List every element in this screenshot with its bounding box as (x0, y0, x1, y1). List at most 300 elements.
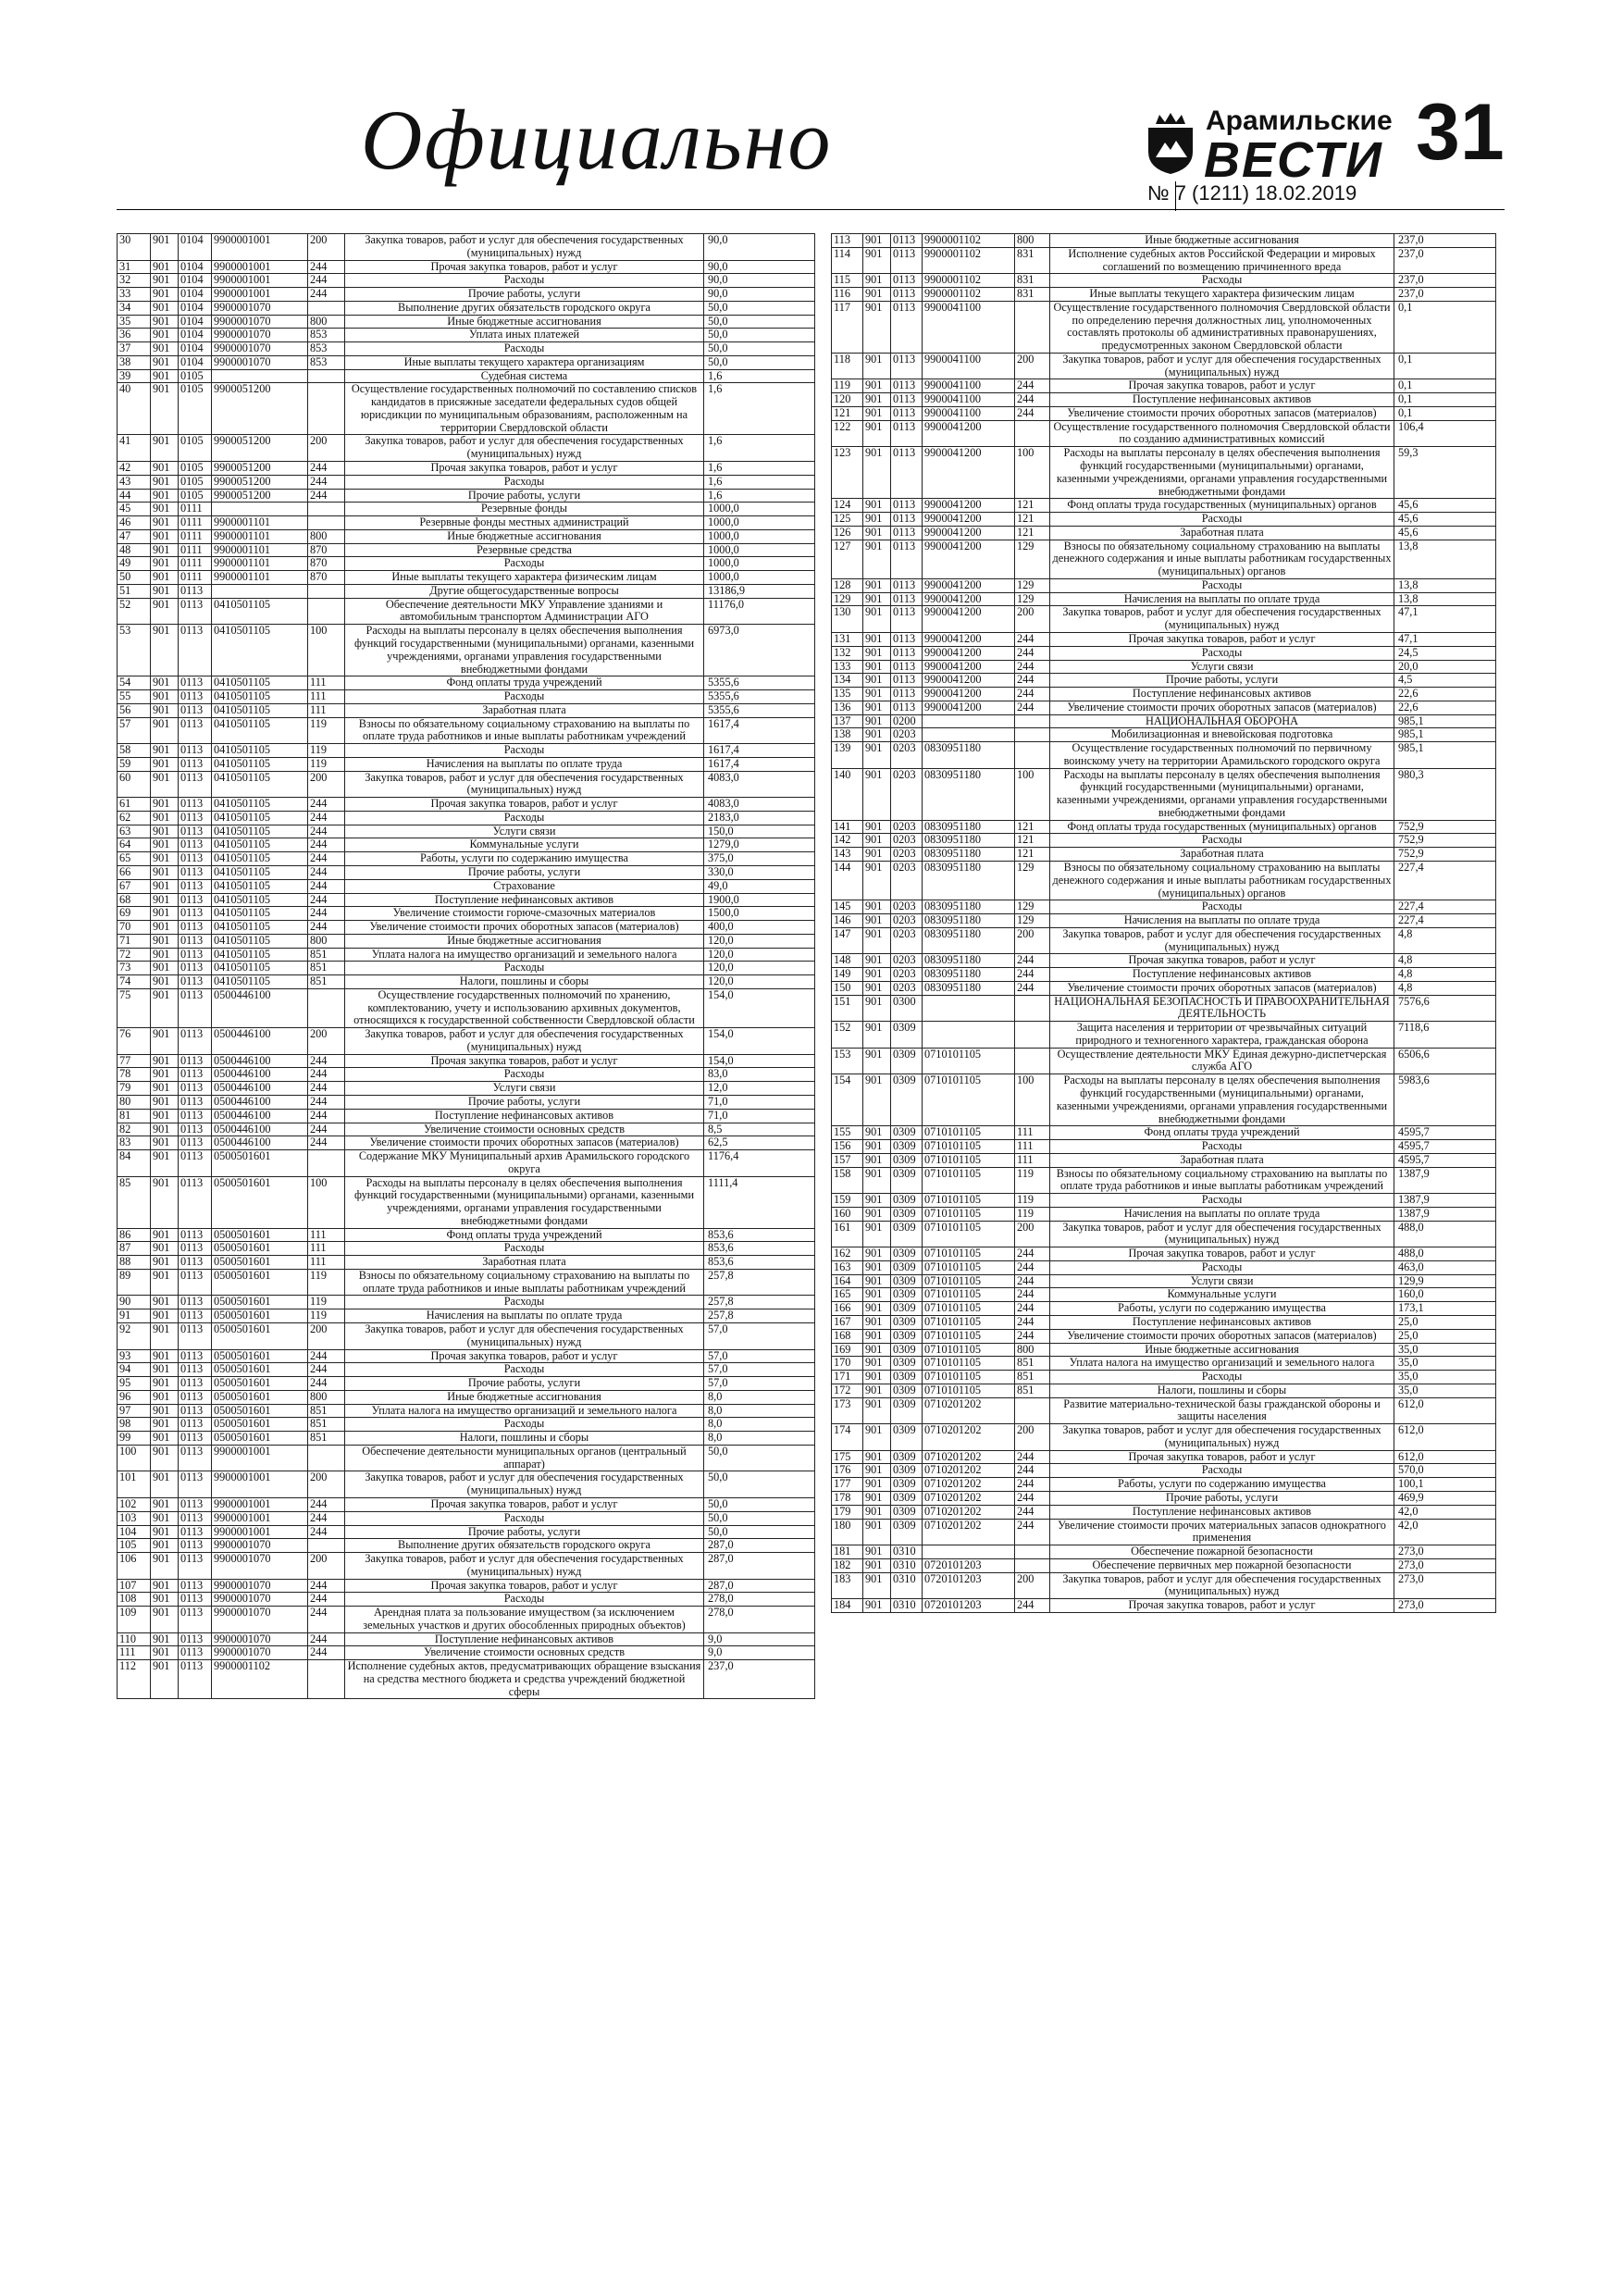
target-code: 9900001001 (212, 1497, 308, 1511)
table-row (118, 571, 815, 585)
grbs-code: 901 (863, 1384, 891, 1397)
table-row (118, 1109, 815, 1123)
row-description: Расходы (345, 962, 704, 975)
target-code: 0500501601 (212, 1150, 308, 1177)
table-row (118, 921, 815, 935)
row-amount: 287,0 (704, 1579, 815, 1593)
table-row (118, 825, 815, 838)
grbs-code: 901 (863, 513, 891, 527)
row-number: 47 (118, 529, 151, 543)
row-number: 101 (118, 1471, 151, 1498)
row-description: Закупка товаров, работ и услуг для обеспечения государственных (муниципальных) нужд (1050, 353, 1394, 379)
row-number: 142 (832, 834, 863, 848)
section-code: 0113 (179, 1269, 212, 1296)
row-amount: 1,6 (704, 369, 815, 383)
city-crest-icon (1143, 111, 1198, 176)
row-amount: 375,0 (704, 852, 815, 866)
table-row (118, 744, 815, 758)
row-number: 115 (832, 274, 863, 288)
expense-type: 119 (308, 1296, 345, 1309)
table-row (118, 934, 815, 948)
row-number: 86 (118, 1228, 151, 1242)
row-number: 132 (832, 646, 863, 660)
table-row (832, 1247, 1496, 1261)
row-description: Выполнение других обязательств городского округа (345, 301, 704, 315)
expense-type: 200 (308, 234, 345, 261)
table-row (118, 1471, 815, 1498)
row-amount: 1,6 (704, 462, 815, 476)
row-amount: 1,6 (704, 489, 815, 503)
row-description: Расходы (345, 744, 704, 758)
expense-type: 244 (308, 865, 345, 879)
row-number: 45 (118, 503, 151, 516)
grbs-code: 901 (151, 260, 179, 274)
grbs-code: 901 (151, 1054, 179, 1068)
row-amount: 273,0 (1394, 1558, 1496, 1572)
grbs-code: 901 (151, 1176, 179, 1228)
row-amount: 50,0 (704, 1445, 815, 1471)
row-description: Начисления на выплаты по оплате труда (1050, 592, 1394, 606)
row-number: 147 (832, 927, 863, 954)
grbs-code: 901 (151, 1377, 179, 1391)
expense-type: 831 (1015, 274, 1050, 288)
section-code: 0309 (891, 1260, 923, 1274)
row-amount: 237,0 (704, 1660, 815, 1699)
row-amount: 50,0 (704, 342, 815, 356)
target-code: 0710201202 (923, 1450, 1015, 1464)
grbs-code: 901 (151, 948, 179, 962)
grbs-code: 901 (151, 315, 179, 329)
expense-type: 244 (308, 825, 345, 838)
expense-type (308, 988, 345, 1027)
section-code: 0309 (891, 1371, 923, 1384)
expense-type: 244 (1015, 701, 1050, 714)
row-number: 127 (832, 540, 863, 578)
row-amount: 1000,0 (704, 571, 815, 585)
row-number: 51 (118, 584, 151, 598)
row-amount: 257,8 (704, 1296, 815, 1309)
row-number: 104 (118, 1525, 151, 1539)
table-row (832, 1221, 1496, 1247)
target-code: 9900041100 (923, 353, 1015, 379)
section-code: 0113 (179, 988, 212, 1027)
expense-type: 111 (308, 1242, 345, 1256)
expense-type: 244 (308, 1607, 345, 1633)
expense-type: 200 (1015, 606, 1050, 633)
expense-type (308, 1445, 345, 1471)
target-code: 9900041200 (923, 674, 1015, 688)
row-number: 166 (832, 1302, 863, 1316)
row-description: Коммунальные услуги (345, 838, 704, 852)
section-code: 0203 (891, 900, 923, 914)
grbs-code: 901 (863, 632, 891, 646)
target-code: 0710201202 (923, 1464, 1015, 1478)
expense-type: 831 (1015, 288, 1050, 302)
grbs-code: 901 (863, 420, 891, 447)
target-code (923, 728, 1015, 742)
row-amount: 9,0 (704, 1632, 815, 1646)
row-description: Прочие работы, услуги (345, 1377, 704, 1391)
target-code: 9900001070 (212, 315, 308, 329)
row-description: Взносы по обязательному социальному страхованию на выплаты денежного содержания и иные выплаты работникам государственных (муниципальных) органов (1050, 540, 1394, 578)
header-rule (117, 209, 1505, 210)
section-code: 0113 (891, 447, 923, 499)
table-row (832, 742, 1496, 769)
row-number: 52 (118, 598, 151, 625)
row-amount: 1000,0 (704, 529, 815, 543)
row-amount: 22,6 (1394, 701, 1496, 714)
expense-type: 853 (308, 355, 345, 369)
target-code: 0710101105 (923, 1247, 1015, 1261)
row-amount: 227,4 (1394, 861, 1496, 900)
section-code: 0111 (179, 571, 212, 585)
section-code: 0113 (891, 379, 923, 393)
expense-type (308, 301, 345, 315)
expense-type: 244 (308, 893, 345, 907)
grbs-code: 901 (151, 907, 179, 921)
section-code: 0104 (179, 260, 212, 274)
row-number: 172 (832, 1384, 863, 1397)
row-description: Резервные фонды местных администраций (345, 516, 704, 530)
row-amount: 120,0 (704, 948, 815, 962)
table-row (118, 315, 815, 329)
expense-type: 200 (1015, 1424, 1050, 1451)
row-number: 57 (118, 717, 151, 744)
table-row (832, 834, 1496, 848)
row-number: 98 (118, 1418, 151, 1432)
row-number: 35 (118, 315, 151, 329)
section-code: 0113 (891, 234, 923, 248)
expense-type: 100 (308, 625, 345, 676)
section-code: 0113 (179, 690, 212, 704)
target-code: 0500501601 (212, 1349, 308, 1363)
target-code: 0500446100 (212, 1136, 308, 1150)
row-description: Расходы (1050, 1371, 1394, 1384)
table-row (832, 420, 1496, 447)
table-row (832, 1048, 1496, 1074)
expense-type: 853 (308, 342, 345, 356)
row-description: Расходы (1050, 1260, 1394, 1274)
row-description: Увеличение стоимости прочих материальных запасов однократного применения (1050, 1519, 1394, 1545)
target-code: 0410501105 (212, 811, 308, 825)
target-code: 9900001070 (212, 329, 308, 342)
row-number: 44 (118, 489, 151, 503)
grbs-code: 901 (863, 1478, 891, 1492)
row-number: 82 (118, 1123, 151, 1136)
row-amount: 273,0 (1394, 1545, 1496, 1559)
row-amount: 13,8 (1394, 540, 1496, 578)
expense-type (1015, 1048, 1050, 1074)
grbs-code: 901 (151, 798, 179, 812)
table-row (832, 288, 1496, 302)
row-amount: 20,0 (1394, 660, 1496, 674)
expense-type: 851 (308, 1404, 345, 1418)
row-amount: 50,0 (704, 301, 815, 315)
target-code: 0710201202 (923, 1424, 1015, 1451)
table-row (118, 503, 815, 516)
row-amount: 752,9 (1394, 834, 1496, 848)
table-row (118, 288, 815, 302)
row-number: 40 (118, 383, 151, 435)
grbs-code: 901 (863, 1048, 891, 1074)
target-code: 9900041200 (923, 632, 1015, 646)
section-code: 0111 (179, 503, 212, 516)
row-amount: 4,8 (1394, 968, 1496, 982)
expense-type: 119 (1015, 1207, 1050, 1221)
row-amount: 42,0 (1394, 1519, 1496, 1545)
table-row (832, 1302, 1496, 1316)
expense-type: 121 (1015, 820, 1050, 834)
target-code: 9900001070 (212, 1607, 308, 1633)
row-number: 155 (832, 1126, 863, 1140)
row-number: 107 (118, 1579, 151, 1593)
row-amount: 7118,6 (1394, 1022, 1496, 1049)
row-description: Расходы (345, 1242, 704, 1256)
grbs-code: 901 (151, 838, 179, 852)
grbs-code: 901 (151, 516, 179, 530)
grbs-code: 901 (151, 1363, 179, 1377)
row-number: 46 (118, 516, 151, 530)
row-description: Расходы (345, 1068, 704, 1082)
row-description: Расходы (345, 1363, 704, 1377)
grbs-code: 901 (151, 1228, 179, 1242)
target-code (923, 995, 1015, 1022)
grbs-code: 901 (863, 247, 891, 274)
row-number: 108 (118, 1593, 151, 1607)
row-description: Начисления на выплаты по оплате труда (345, 1309, 704, 1323)
target-code: 0500446100 (212, 1054, 308, 1068)
expense-type: 800 (308, 315, 345, 329)
row-number: 145 (832, 900, 863, 914)
target-code (212, 503, 308, 516)
row-description: Прочие работы, услуги (345, 1096, 704, 1110)
row-amount: 6506,6 (1394, 1048, 1496, 1074)
expense-type (1015, 301, 1050, 353)
row-description: Расходы (1050, 834, 1394, 848)
row-description: Фонд оплаты труда учреждений (345, 1228, 704, 1242)
expense-type: 244 (1015, 1302, 1050, 1316)
expense-type: 200 (308, 1323, 345, 1350)
row-description: Расходы (1050, 513, 1394, 527)
row-number: 131 (832, 632, 863, 646)
grbs-code: 901 (863, 1424, 891, 1451)
grbs-code: 901 (863, 968, 891, 982)
expense-type: 244 (1015, 379, 1050, 393)
row-description: Расходы (345, 475, 704, 489)
expense-type: 244 (1015, 1260, 1050, 1274)
row-description: Резервные средства (345, 543, 704, 557)
grbs-code: 901 (863, 274, 891, 288)
row-number: 33 (118, 288, 151, 302)
row-number: 156 (832, 1140, 863, 1154)
section-code: 0105 (179, 383, 212, 435)
section-code: 0113 (891, 606, 923, 633)
section-code: 0113 (179, 744, 212, 758)
row-number: 109 (118, 1607, 151, 1633)
target-code: 0710101105 (923, 1260, 1015, 1274)
target-code: 0710101105 (923, 1074, 1015, 1126)
target-code: 9900001001 (212, 1525, 308, 1539)
table-row (118, 690, 815, 704)
target-code: 9900041100 (923, 393, 1015, 407)
grbs-code: 901 (151, 1309, 179, 1323)
row-amount: 11176,0 (704, 598, 815, 625)
section-code: 0113 (891, 274, 923, 288)
grbs-code: 901 (151, 1525, 179, 1539)
target-code: 9900001001 (212, 1445, 308, 1471)
grbs-code: 901 (151, 1418, 179, 1432)
row-amount: 4,8 (1394, 981, 1496, 995)
expense-type: 244 (1015, 1247, 1050, 1261)
table-row (832, 1545, 1496, 1559)
grbs-code: 901 (151, 383, 179, 435)
row-number: 171 (832, 1371, 863, 1384)
expense-type: 119 (308, 1309, 345, 1323)
row-number: 113 (832, 234, 863, 248)
expense-type: 244 (308, 1593, 345, 1607)
expense-type (1015, 1022, 1050, 1049)
row-description: Иные бюджетные ассигнования (1050, 1343, 1394, 1357)
newspaper-name-line1: Арамильские (1206, 105, 1393, 136)
expense-type: 870 (308, 571, 345, 585)
row-description: Увеличение стоимости прочих оборотных запасов (материалов) (1050, 701, 1394, 714)
section-code: 0113 (179, 1028, 212, 1055)
row-description: Увеличение стоимости прочих оборотных запасов (материалов) (1050, 406, 1394, 420)
expense-type: 244 (1015, 646, 1050, 660)
table-row (118, 598, 815, 625)
expense-type: 244 (308, 274, 345, 288)
row-description: Начисления на выплаты по оплате труда (345, 757, 704, 771)
row-number: 75 (118, 988, 151, 1027)
row-number: 173 (832, 1397, 863, 1424)
row-amount: 1000,0 (704, 543, 815, 557)
row-amount: 237,0 (1394, 247, 1496, 274)
section-code: 0113 (179, 584, 212, 598)
target-code: 0720101203 (923, 1572, 1015, 1599)
section-code: 0113 (179, 838, 212, 852)
expense-type: 244 (1015, 1464, 1050, 1478)
table-row (118, 1028, 815, 1055)
grbs-code: 901 (863, 1343, 891, 1357)
table-row (118, 1150, 815, 1177)
row-amount: 1500,0 (704, 907, 815, 921)
section-code: 0113 (179, 879, 212, 893)
row-description: Фонд оплаты труда государственных (муниципальных) органов (1050, 820, 1394, 834)
row-number: 154 (832, 1074, 863, 1126)
table-row (832, 820, 1496, 834)
table-row (832, 1126, 1496, 1140)
grbs-code: 901 (863, 353, 891, 379)
expense-type: 111 (308, 676, 345, 690)
section-code: 0309 (891, 1316, 923, 1330)
table-row (832, 688, 1496, 701)
row-description: Заработная плата (1050, 526, 1394, 540)
grbs-code: 901 (151, 962, 179, 975)
expense-type: 244 (308, 1096, 345, 1110)
section-code: 0113 (179, 1256, 212, 1270)
row-number: 70 (118, 921, 151, 935)
expense-type: 111 (1015, 1126, 1050, 1140)
row-number: 30 (118, 234, 151, 261)
row-amount: 1,6 (704, 475, 815, 489)
row-description: Прочая закупка товаров, работ и услуг (345, 1579, 704, 1593)
grbs-code: 901 (151, 1269, 179, 1296)
row-description: Работы, услуги по содержанию имущества (1050, 1302, 1394, 1316)
target-code: 9900001001 (212, 1471, 308, 1498)
target-code: 0500446100 (212, 1028, 308, 1055)
section-code: 0310 (891, 1558, 923, 1572)
expense-type: 111 (308, 703, 345, 717)
target-code: 0500446100 (212, 1082, 308, 1096)
section-code: 0310 (891, 1599, 923, 1613)
table-row (118, 1525, 815, 1539)
table-row (118, 852, 815, 866)
target-code: 9900041200 (923, 513, 1015, 527)
row-amount: 1387,9 (1394, 1167, 1496, 1194)
row-description: Поступление нефинансовых активов (1050, 688, 1394, 701)
expense-type: 244 (308, 475, 345, 489)
row-description: Взносы по обязательному социальному страхованию на выплаты денежного содержания и иные выплаты работникам государственных (муниципальных) органов (1050, 861, 1394, 900)
grbs-code: 901 (151, 625, 179, 676)
row-amount: 488,0 (1394, 1221, 1496, 1247)
row-description: Иные бюджетные ассигнования (345, 529, 704, 543)
grbs-code: 901 (151, 1349, 179, 1363)
section-code: 0113 (891, 353, 923, 379)
expense-type: 244 (308, 489, 345, 503)
table-row (832, 660, 1496, 674)
table-row (118, 1309, 815, 1323)
target-code: 9900001102 (923, 247, 1015, 274)
table-row (832, 927, 1496, 954)
target-code: 0500501601 (212, 1404, 308, 1418)
section-code: 0113 (179, 1150, 212, 1177)
row-number: 54 (118, 676, 151, 690)
row-number: 90 (118, 1296, 151, 1309)
row-number: 59 (118, 757, 151, 771)
expense-type: 870 (308, 557, 345, 571)
row-number: 56 (118, 703, 151, 717)
row-description: Начисления на выплаты по оплате труда (1050, 1207, 1394, 1221)
row-amount: 90,0 (704, 288, 815, 302)
target-code: 9900041200 (923, 592, 1015, 606)
row-description: Судебная система (345, 369, 704, 383)
section-code: 0104 (179, 315, 212, 329)
table-row (118, 1418, 815, 1432)
row-number: 150 (832, 981, 863, 995)
row-description: Выполнение других обязательств городского округа (345, 1539, 704, 1553)
row-description: Арендная плата за пользование имуществом (за исключением земельных участков и других обособленных природных объектов) (345, 1607, 704, 1633)
expense-type: 244 (308, 921, 345, 935)
section-code: 0113 (891, 420, 923, 447)
row-number: 167 (832, 1316, 863, 1330)
grbs-code: 901 (863, 592, 891, 606)
section-code: 0203 (891, 914, 923, 928)
table-row (118, 625, 815, 676)
row-amount: 24,5 (1394, 646, 1496, 660)
section-code: 0104 (179, 234, 212, 261)
row-description: Поступление нефинансовых активов (1050, 1316, 1394, 1330)
row-description: Мобилизационная и вневойсковая подготовка (1050, 728, 1394, 742)
row-number: 149 (832, 968, 863, 982)
table-row (832, 1424, 1496, 1451)
section-code: 0104 (179, 301, 212, 315)
expense-type: 244 (308, 1136, 345, 1150)
row-amount: 57,0 (704, 1349, 815, 1363)
section-code: 0113 (179, 717, 212, 744)
row-amount: 5355,6 (704, 690, 815, 704)
grbs-code: 901 (863, 1274, 891, 1288)
section-code: 0113 (179, 1539, 212, 1553)
